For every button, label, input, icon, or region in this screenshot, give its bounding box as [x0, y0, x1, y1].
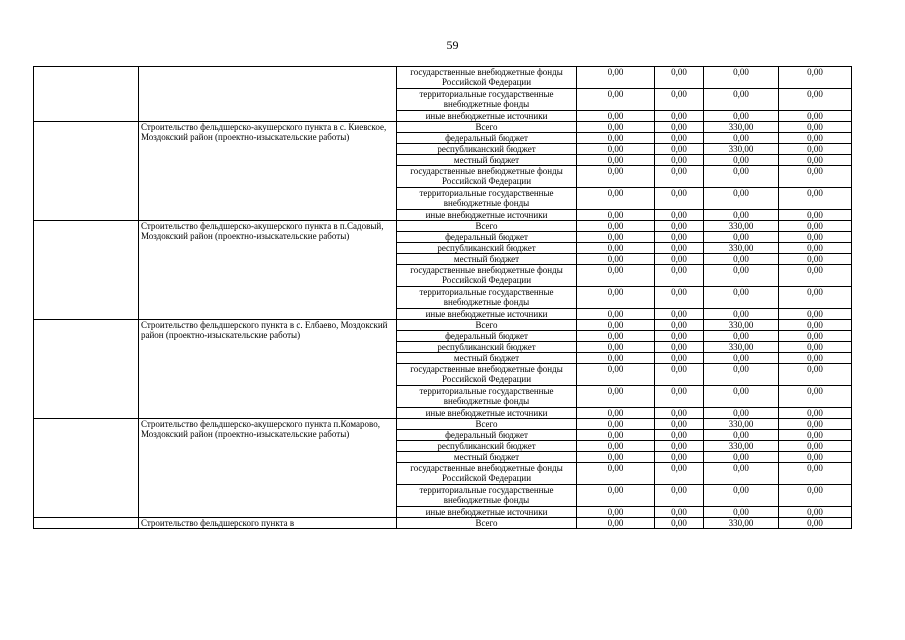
amount-cell: 330,00: [704, 320, 779, 331]
object-name-cell: Строительство фельдшерско-акушерского пункта п.Комарово, Моздокский район (проектно-изыскательские работы): [139, 419, 397, 518]
amount-cell: 0,00: [577, 430, 655, 441]
funding-source-cell: территориальные государственные внебюджетные фонды: [397, 89, 577, 111]
amount-cell: 0,00: [577, 254, 655, 265]
amount-cell: 0,00: [655, 342, 704, 353]
amount-cell: 0,00: [577, 232, 655, 243]
amount-cell: 0,00: [704, 111, 779, 122]
funding-source-cell: Всего: [397, 518, 577, 529]
funding-source-cell: иные внебюджетные источники: [397, 309, 577, 320]
amount-cell: 0,00: [779, 518, 852, 529]
amount-cell: 0,00: [655, 166, 704, 188]
amount-cell: 0,00: [655, 320, 704, 331]
amount-cell: 0,00: [655, 155, 704, 166]
amount-cell: 0,00: [577, 309, 655, 320]
amount-cell: 0,00: [577, 210, 655, 221]
amount-cell: 0,00: [655, 463, 704, 485]
amount-cell: 0,00: [779, 353, 852, 364]
funding-source-cell: Всего: [397, 122, 577, 133]
amount-cell: 0,00: [779, 364, 852, 386]
funding-source-cell: государственные внебюджетные фонды Российской Федерации: [397, 364, 577, 386]
table-row: [34, 122, 852, 133]
amount-cell: 0,00: [779, 144, 852, 155]
table-row: [34, 67, 852, 89]
amount-cell: 0,00: [779, 452, 852, 463]
amount-cell: 0,00: [577, 67, 655, 89]
amount-cell: 0,00: [577, 287, 655, 309]
amount-cell: 0,00: [577, 155, 655, 166]
amount-cell: 0,00: [779, 430, 852, 441]
amount-cell: 0,00: [577, 452, 655, 463]
amount-cell: 0,00: [704, 287, 779, 309]
amount-cell: 0,00: [655, 243, 704, 254]
amount-cell: 0,00: [704, 155, 779, 166]
amount-cell: 0,00: [577, 331, 655, 342]
table-row: [34, 518, 852, 529]
object-name-cell: Строительство фельдшерско-акушерского пункта в с. Киевское, Моздокский район (проектно-изыскательские работы): [139, 122, 397, 221]
funding-source-cell: Всего: [397, 320, 577, 331]
amount-cell: 0,00: [779, 67, 852, 89]
amount-cell: 0,00: [704, 188, 779, 210]
amount-cell: 0,00: [704, 89, 779, 111]
amount-cell: 0,00: [779, 89, 852, 111]
amount-cell: 0,00: [704, 67, 779, 89]
amount-cell: 0,00: [704, 386, 779, 408]
amount-cell: 0,00: [577, 353, 655, 364]
amount-cell: 0,00: [577, 221, 655, 232]
funding-source-cell: республиканский бюджет: [397, 243, 577, 254]
amount-cell: 0,00: [577, 265, 655, 287]
funding-source-cell: федеральный бюджет: [397, 232, 577, 243]
funding-source-cell: республиканский бюджет: [397, 441, 577, 452]
amount-cell: 330,00: [704, 419, 779, 430]
amount-cell: 0,00: [655, 89, 704, 111]
funding-source-cell: иные внебюджетные источники: [397, 408, 577, 419]
amount-cell: 0,00: [779, 507, 852, 518]
amount-cell: 330,00: [704, 144, 779, 155]
funding-source-cell: территориальные государственные внебюджетные фонды: [397, 287, 577, 309]
amount-cell: 0,00: [779, 243, 852, 254]
amount-cell: 0,00: [779, 254, 852, 265]
amount-cell: 0,00: [704, 408, 779, 419]
amount-cell: 0,00: [655, 518, 704, 529]
amount-cell: 0,00: [577, 166, 655, 188]
amount-cell: 0,00: [704, 452, 779, 463]
amount-cell: 0,00: [655, 111, 704, 122]
amount-cell: 0,00: [655, 67, 704, 89]
amount-cell: 0,00: [779, 342, 852, 353]
program-cell: [34, 320, 139, 419]
amount-cell: 0,00: [779, 331, 852, 342]
amount-cell: 330,00: [704, 122, 779, 133]
page-number: 59: [446, 38, 459, 52]
amount-cell: 0,00: [655, 507, 704, 518]
amount-cell: 330,00: [704, 518, 779, 529]
funding-source-cell: местный бюджет: [397, 254, 577, 265]
amount-cell: 0,00: [577, 133, 655, 144]
amount-cell: 0,00: [779, 122, 852, 133]
table-row: [34, 221, 852, 232]
amount-cell: 0,00: [655, 144, 704, 155]
funding-source-cell: федеральный бюджет: [397, 430, 577, 441]
amount-cell: 0,00: [655, 210, 704, 221]
amount-cell: 0,00: [779, 485, 852, 507]
amount-cell: 0,00: [655, 331, 704, 342]
amount-cell: 0,00: [655, 353, 704, 364]
funding-source-cell: федеральный бюджет: [397, 133, 577, 144]
amount-cell: 0,00: [779, 232, 852, 243]
funding-source-cell: местный бюджет: [397, 452, 577, 463]
amount-cell: 0,00: [655, 452, 704, 463]
amount-cell: 0,00: [577, 320, 655, 331]
amount-cell: 0,00: [779, 133, 852, 144]
funding-source-cell: государственные внебюджетные фонды Российской Федерации: [397, 463, 577, 485]
amount-cell: 0,00: [779, 320, 852, 331]
amount-cell: 0,00: [704, 309, 779, 320]
amount-cell: 0,00: [577, 408, 655, 419]
amount-cell: 0,00: [779, 221, 852, 232]
amount-cell: 0,00: [577, 463, 655, 485]
amount-cell: 0,00: [655, 309, 704, 320]
funding-source-cell: Всего: [397, 221, 577, 232]
funding-source-cell: иные внебюджетные источники: [397, 111, 577, 122]
amount-cell: 0,00: [779, 210, 852, 221]
amount-cell: 0,00: [655, 287, 704, 309]
amount-cell: 0,00: [577, 111, 655, 122]
amount-cell: 0,00: [704, 331, 779, 342]
program-cell: [34, 221, 139, 320]
amount-cell: 0,00: [655, 265, 704, 287]
amount-cell: 0,00: [704, 265, 779, 287]
funding-source-cell: государственные внебюджетные фонды Российской Федерации: [397, 166, 577, 188]
funding-source-cell: Всего: [397, 419, 577, 430]
amount-cell: 0,00: [577, 386, 655, 408]
funding-source-cell: государственные внебюджетные фонды Российской Федерации: [397, 265, 577, 287]
funding-source-cell: местный бюджет: [397, 155, 577, 166]
object-name-cell: Строительство фельдшерского пункта в с. Елбаево, Моздокский район (проектно-изыскательские работы): [139, 320, 397, 419]
amount-cell: 330,00: [704, 342, 779, 353]
amount-cell: 0,00: [655, 232, 704, 243]
amount-cell: 0,00: [779, 463, 852, 485]
funding-table: [33, 66, 852, 529]
amount-cell: 0,00: [779, 287, 852, 309]
amount-cell: 330,00: [704, 441, 779, 452]
amount-cell: 0,00: [779, 111, 852, 122]
amount-cell: 0,00: [577, 89, 655, 111]
amount-cell: 0,00: [655, 430, 704, 441]
amount-cell: 0,00: [779, 386, 852, 408]
amount-cell: 0,00: [704, 254, 779, 265]
program-cell: [34, 122, 139, 221]
amount-cell: 0,00: [655, 386, 704, 408]
funding-source-cell: республиканский бюджет: [397, 342, 577, 353]
amount-cell: 330,00: [704, 243, 779, 254]
amount-cell: 0,00: [704, 353, 779, 364]
funding-source-cell: государственные внебюджетные фонды Российской Федерации: [397, 67, 577, 89]
amount-cell: 0,00: [655, 188, 704, 210]
amount-cell: 0,00: [577, 122, 655, 133]
funding-source-cell: территориальные государственные внебюджетные фонды: [397, 386, 577, 408]
funding-source-cell: местный бюджет: [397, 353, 577, 364]
funding-source-cell: федеральный бюджет: [397, 331, 577, 342]
amount-cell: 0,00: [704, 210, 779, 221]
amount-cell: 0,00: [779, 166, 852, 188]
amount-cell: 0,00: [577, 419, 655, 430]
amount-cell: 0,00: [577, 188, 655, 210]
amount-cell: 0,00: [577, 144, 655, 155]
program-cell: [34, 419, 139, 518]
amount-cell: 0,00: [655, 419, 704, 430]
object-name-cell: Строительство фельдшерского пункта в: [139, 518, 397, 529]
funding-source-cell: территориальные государственные внебюджетные фонды: [397, 188, 577, 210]
amount-cell: 0,00: [704, 463, 779, 485]
amount-cell: 0,00: [577, 364, 655, 386]
program-cell: [34, 67, 139, 122]
amount-cell: 0,00: [704, 133, 779, 144]
amount-cell: 0,00: [704, 232, 779, 243]
funding-source-cell: республиканский бюджет: [397, 144, 577, 155]
amount-cell: 0,00: [577, 342, 655, 353]
amount-cell: 0,00: [577, 518, 655, 529]
program-cell: [34, 518, 139, 529]
funding-source-cell: иные внебюджетные источники: [397, 507, 577, 518]
amount-cell: 0,00: [655, 122, 704, 133]
amount-cell: 0,00: [577, 243, 655, 254]
amount-cell: 0,00: [655, 133, 704, 144]
amount-cell: 0,00: [577, 485, 655, 507]
amount-cell: 0,00: [655, 485, 704, 507]
funding-source-cell: территориальные государственные внебюджетные фонды: [397, 485, 577, 507]
object-name-cell: Строительство фельдшерско-акушерского пункта в п.Садовый, Моздокский район (проектно-изыскательские работы): [139, 221, 397, 320]
amount-cell: 0,00: [779, 309, 852, 320]
amount-cell: 0,00: [779, 155, 852, 166]
amount-cell: 0,00: [655, 364, 704, 386]
amount-cell: 0,00: [779, 408, 852, 419]
amount-cell: 0,00: [704, 364, 779, 386]
amount-cell: 0,00: [779, 419, 852, 430]
amount-cell: 0,00: [704, 430, 779, 441]
amount-cell: 0,00: [779, 188, 852, 210]
table-row: [34, 419, 852, 430]
amount-cell: 0,00: [779, 441, 852, 452]
funding-source-cell: иные внебюджетные источники: [397, 210, 577, 221]
amount-cell: 0,00: [704, 166, 779, 188]
amount-cell: 0,00: [577, 507, 655, 518]
amount-cell: 0,00: [779, 265, 852, 287]
amount-cell: 0,00: [577, 441, 655, 452]
table-row: [34, 320, 852, 331]
amount-cell: 0,00: [655, 408, 704, 419]
amount-cell: 0,00: [655, 254, 704, 265]
object-cell: [139, 67, 397, 122]
amount-cell: 330,00: [704, 221, 779, 232]
amount-cell: 0,00: [655, 441, 704, 452]
amount-cell: 0,00: [655, 221, 704, 232]
amount-cell: 0,00: [704, 485, 779, 507]
amount-cell: 0,00: [704, 507, 779, 518]
